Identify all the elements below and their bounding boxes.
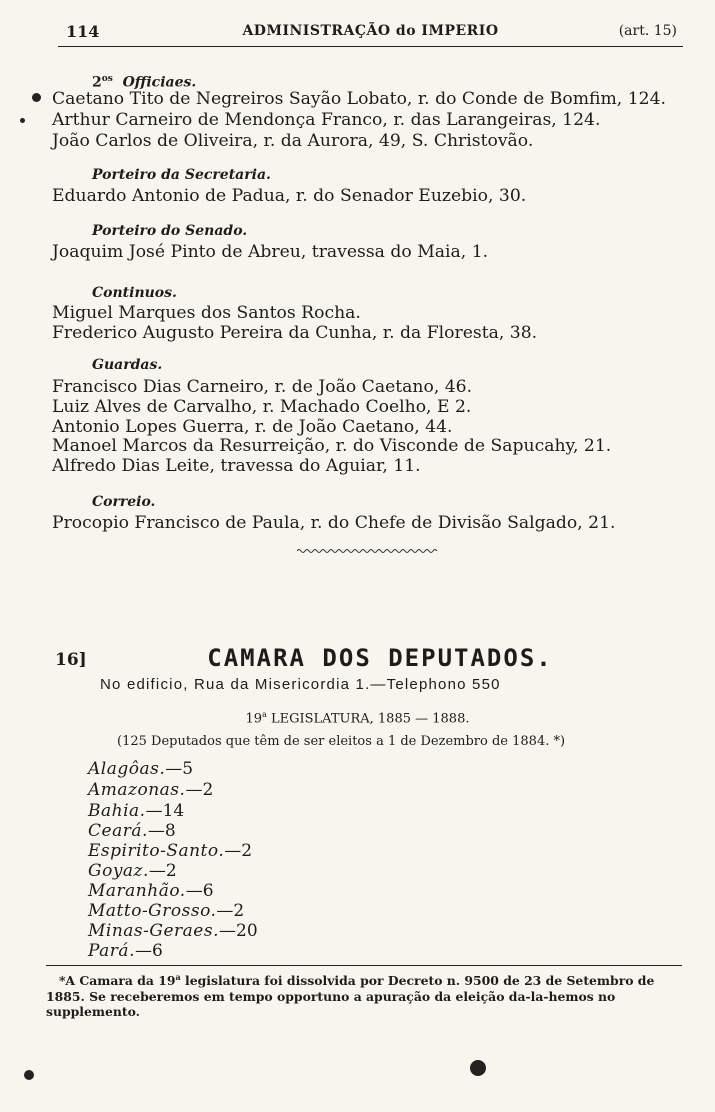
section-address: No edificio, Rua da Misericordia 1.—Telephono 550	[100, 676, 501, 693]
list-item: Manoel Marcos da Resurreição, r. do Visconde de Sapucahy, 21.	[52, 436, 612, 456]
ink-blot	[470, 1060, 486, 1076]
state-row: Bahia.—14	[88, 801, 185, 821]
heading-porteiro-secretaria: Porteiro da Secretaria.	[92, 167, 271, 183]
heading-guardas: Guardas.	[92, 357, 163, 373]
state-row: Alagôas.—5	[88, 759, 194, 779]
heading-correio: Correio.	[92, 494, 156, 510]
section-number: 16]	[55, 650, 87, 670]
heading-officiaes: $2^{os}$ Officiaes.	[92, 74, 197, 91]
footnote: *A Camara da 19$^a$ legislatura foi dissolvida por Decreto n. 9500 de 23 de Setembro de 1885. Se receberemos em tempo opportuno a apuração da eleição da-la-hemos no supplemento.	[46, 972, 655, 1020]
ink-blot	[24, 1070, 34, 1080]
state-row: Goyaz.—2	[88, 861, 177, 881]
heading-continuos: Continuos.	[92, 285, 177, 301]
running-header	[58, 22, 683, 50]
state-row: Amazonas.—2	[88, 780, 214, 800]
deputies-note: (125 Deputados que têm de ser eleitos a 1 de Dezembro de 1884. *)	[117, 734, 566, 749]
state-row: Espirito-Santo.—2	[88, 841, 253, 861]
list-item: Procopio Francisco de Paula, r. do Chefe de Divisão Salgado, 21.	[52, 513, 616, 533]
list-item: Miguel Marques dos Santos Rocha.	[52, 303, 361, 323]
list-item: Arthur Carneiro de Mendonça Franco, r. das Larangeiras, 124.	[52, 110, 601, 130]
state-row: Minas-Geraes.—20	[88, 921, 258, 941]
ink-blot	[32, 93, 41, 102]
legislature-line: 19$^a$ LEGISLATURA, 1885 — 1888.	[245, 710, 470, 727]
list-item: Luiz Alves de Carvalho, r. Machado Coelho, E 2.	[52, 397, 472, 417]
page-number: 114	[66, 22, 100, 41]
list-item: Eduardo Antonio de Padua, r. do Senador Euzebio, 30.	[52, 186, 527, 206]
list-item: Joaquim José Pinto de Abreu, travessa do Maia, 1.	[52, 242, 489, 262]
list-item: Francisco Dias Carneiro, r. de João Caetano, 46.	[52, 377, 473, 397]
list-item: Alfredo Dias Leite, travessa do Aguiar, 11.	[52, 456, 421, 476]
list-item: Frederico Augusto Pereira da Cunha, r. da Floresta, 38.	[52, 323, 538, 343]
ink-blot	[20, 118, 25, 123]
wavy-divider	[297, 547, 439, 555]
state-row: Pará.—6	[88, 941, 163, 961]
article-ref: (art. 15)	[618, 23, 677, 39]
state-row: Maranhão.—6	[88, 881, 214, 901]
header-rule	[58, 46, 683, 47]
state-row: Matto-Grosso.—2	[88, 901, 245, 921]
heading-porteiro-senado: Porteiro do Senado.	[92, 223, 248, 239]
footnote-rule	[46, 965, 682, 966]
state-row: Ceará.—8	[88, 821, 176, 841]
running-title: ADMINISTRAÇÃO do IMPERIO	[242, 23, 499, 39]
section-title: CAMARA DOS DEPUTADOS.	[207, 644, 553, 672]
list-item: Caetano Tito de Negreiros Sayão Lobato, r. do Conde de Bomfim, 124.	[52, 89, 666, 109]
list-item: João Carlos de Oliveira, r. da Aurora, 49, S. Christovão.	[52, 131, 534, 151]
list-item: Antonio Lopes Guerra, r. de João Caetano, 44.	[52, 417, 453, 437]
